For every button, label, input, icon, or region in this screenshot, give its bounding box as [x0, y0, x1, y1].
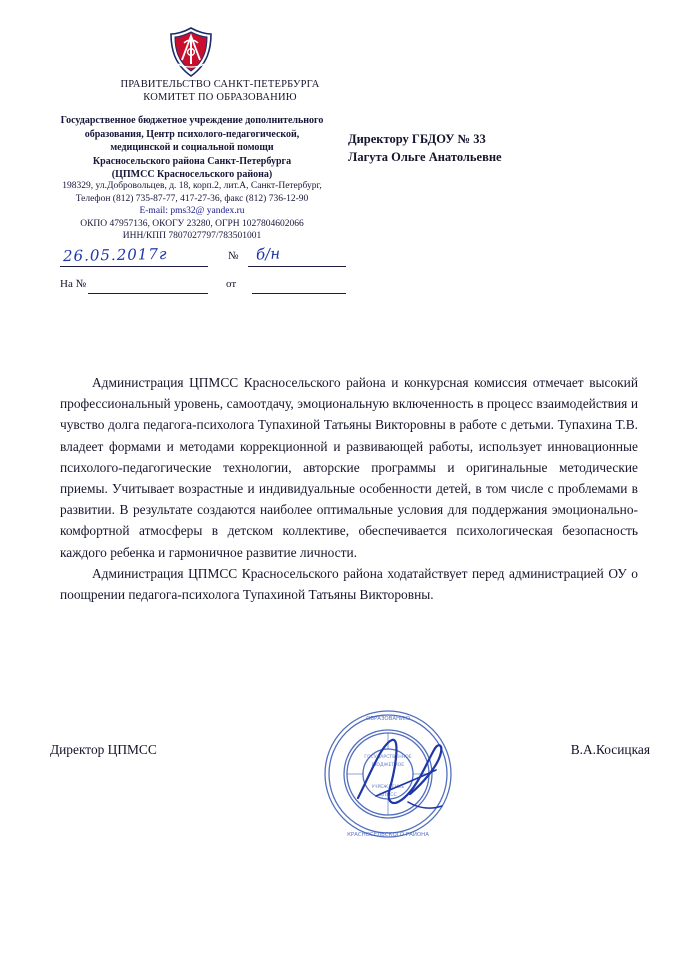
handwritten-signature — [348, 726, 458, 822]
svg-text:УЧРЕЖДЕНИЕ: УЧРЕЖДЕНИЕ — [371, 785, 405, 790]
date-rule — [60, 266, 208, 267]
contacts-phone: Телефон (812) 735-87-77, 417-27-36, факс (812) 736-12-90 — [75, 193, 309, 204]
svg-text:БЮДЖЕТНОЕ: БЮДЖЕТНОЕ — [371, 763, 405, 768]
number-handwritten-value: б/н — [255, 244, 281, 264]
organization-line-2: образования, Центр психолого-педагогической, — [84, 128, 300, 140]
number-label: № — [228, 250, 239, 262]
contacts-address: 198329, ул.Добровольцев, д. 18, корп.2, лит.А, Санкт-Петербург, — [62, 181, 322, 191]
addressee-block — [348, 130, 648, 166]
date-handwritten-value: 26.05.2017г — [62, 244, 168, 266]
reply-label: На № — [60, 278, 87, 290]
signatory-title: Директор ЦПМСС — [50, 742, 157, 757]
addressee-line-1: Директору ГБДОУ № 33 — [348, 132, 486, 146]
organization-name — [42, 114, 342, 182]
number-rule — [248, 266, 346, 267]
body-paragraph-1: Администрация ЦПМСС Красносельского района и конкурсная комиссия отмечает высокий профессиональный уровень, самоотдачу, эмоциональную включенность в процесс взаимодействия и чувство долга педагога-психолога Тупахиной Татьяны Викторовны в работе с детьми. Тупахина Т.В. владеет формами и методами коррекционной и развивающей работы, использует инновационные психолого-педагогические технологии, авторские программы и оригинальные методические приемы. Учитывает возрастные и индивидуальные особенности детей, в том числе с проблемами в развитии. В результате создаются наиболее оптимальные условия для поддержания эмоционально-комфортной атмосферы в детском коллективе, обеспечивается психологическая безопасность каждого ребенка и гармоничное развитие личности. — [60, 375, 638, 560]
contacts-inn: ИНН/КПП 7807027797/783501001 — [122, 231, 262, 242]
reply-rule — [88, 293, 208, 294]
body-paragraph-2: Администрация ЦПМСС Красносельского района ходатайствует перед администрацией ОУ о поощрении педагога-психолога Тупахиной Татьяны Викторовны. — [60, 565, 638, 603]
signature-row — [50, 742, 650, 772]
organization-line-5: (ЦПМСС Красносельского района) — [111, 169, 273, 180]
government-header-line-1: ПРАВИТЕЛЬСТВО САНКТ-ПЕТЕРБУРГА — [120, 79, 320, 90]
reply-reference-row — [60, 278, 340, 300]
document-body — [60, 372, 638, 605]
saint-petersburg-coat-of-arms-icon — [168, 26, 214, 78]
from-label: от — [226, 278, 237, 290]
addressee-line-2: Лагута Ольге Анатольевне — [348, 150, 502, 164]
organization-line-4: Красносельского района Санкт-Петербурга — [92, 155, 292, 167]
svg-text:ЦПМСС: ЦПМСС — [379, 793, 397, 798]
organization-line-1: Государственное бюджетное учреждение дополнительного — [60, 115, 324, 126]
organization-line-3: медицинской и социальной помощи — [110, 142, 274, 153]
government-header-line-2: КОМИТЕТ ПО ОБРАЗОВАНИЮ — [143, 92, 297, 103]
svg-text:ГОСУДАРСТВЕННОЕ: ГОСУДАРСТВЕННОЕ — [364, 755, 412, 760]
from-rule — [252, 293, 346, 294]
svg-text:КРАСНОСЕЛЬСКОГО РАЙОНА: КРАСНОСЕЛЬСКОГО РАЙОНА — [347, 832, 429, 838]
contacts-codes: ОКПО 47957136, ОКОГУ 23280, ОГРН 1027804602066 — [80, 218, 304, 229]
date-and-number-row — [60, 244, 330, 274]
organization-contacts — [36, 180, 348, 243]
svg-text:ОБРАЗОВАНИЮ: ОБРАЗОВАНИЮ — [366, 716, 410, 722]
signatory-name: В.А.Косицкая — [570, 742, 650, 757]
contacts-email: E-mail: pms32@ yandex.ru — [139, 206, 245, 217]
government-header — [60, 78, 380, 104]
